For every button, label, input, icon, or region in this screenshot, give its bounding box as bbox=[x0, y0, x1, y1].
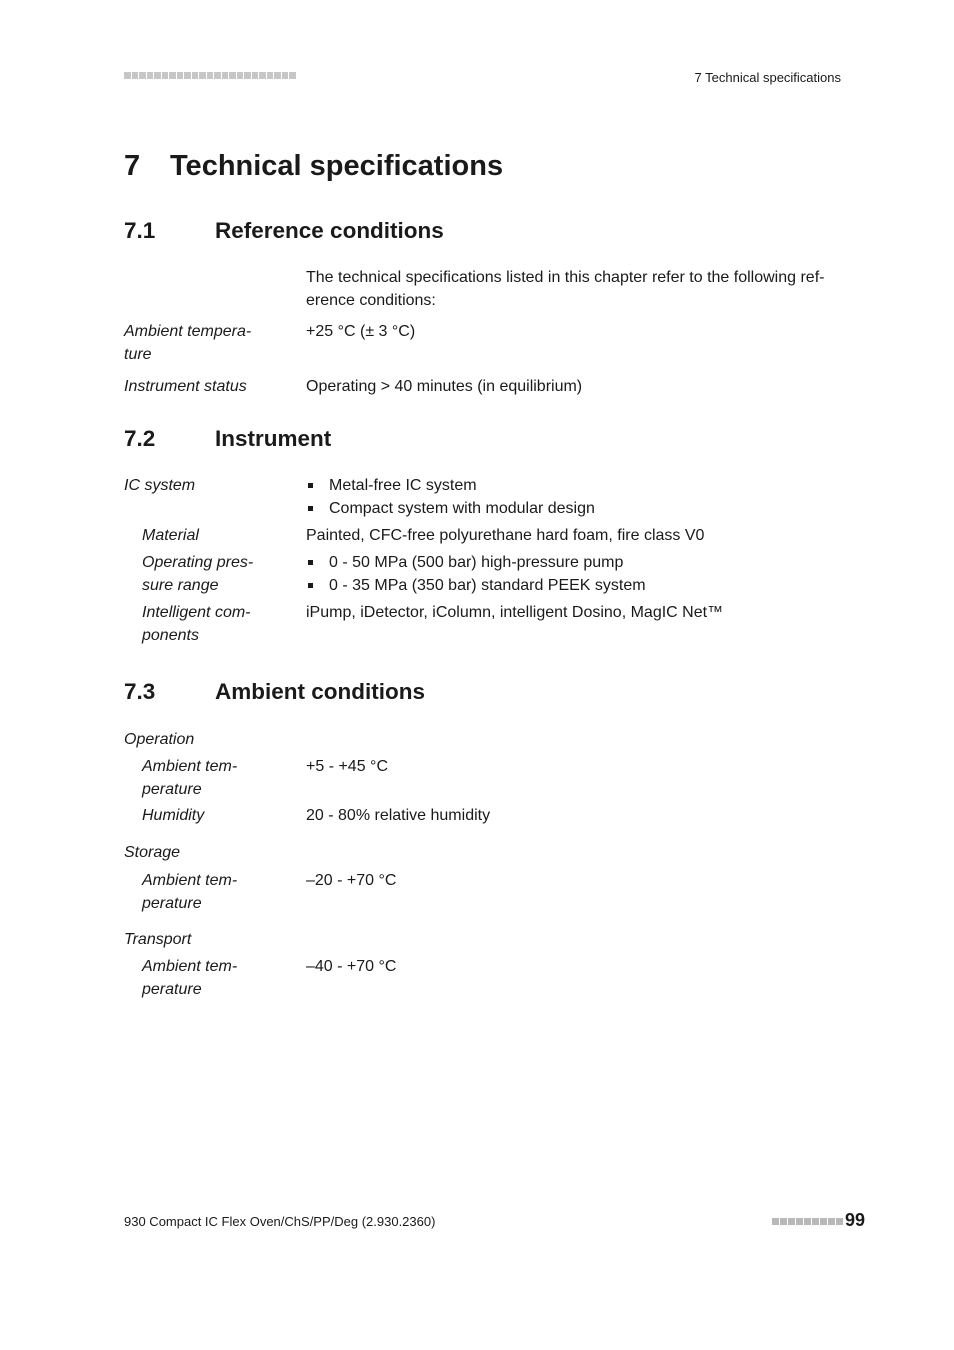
value-operation-temperature: +5 - +45 °C bbox=[306, 758, 388, 775]
label-line: ture bbox=[124, 346, 152, 363]
label-material: Material bbox=[142, 527, 199, 544]
label-line: Operating pres- bbox=[142, 554, 254, 571]
section-number: 7.2 bbox=[124, 426, 156, 451]
chapter-title-text: Technical specifications bbox=[170, 150, 504, 182]
label-operation-temperature bbox=[142, 755, 237, 801]
intro-line: The technical specifications listed in this chapter refer to the following ref- bbox=[306, 269, 825, 286]
label-transport: Transport bbox=[124, 931, 192, 948]
value-material: Painted, CFC-free polyurethane hard foam, fire class V0 bbox=[306, 527, 705, 544]
value-transport-temperature: –40 - +70 °C bbox=[306, 958, 397, 975]
section-title-text: Reference conditions bbox=[215, 218, 444, 243]
section-title-text: Ambient conditions bbox=[215, 679, 425, 704]
list-item: 0 - 50 MPa (500 bar) high-pressure pump bbox=[306, 551, 646, 574]
section-title-ambient bbox=[124, 679, 425, 705]
label-ambient-temperature bbox=[124, 320, 251, 366]
section-title-instrument bbox=[124, 426, 331, 452]
label-line: Intelligent com- bbox=[142, 604, 251, 621]
section-number: 7.3 bbox=[124, 679, 156, 704]
chapter-title bbox=[124, 150, 503, 183]
value-instrument-status: Operating > 40 minutes (in equilibrium) bbox=[306, 378, 583, 395]
footer-decoration bbox=[772, 1218, 843, 1225]
label-storage: Storage bbox=[124, 844, 181, 861]
label-line: Ambient tem- bbox=[142, 758, 238, 775]
pressure-list bbox=[306, 551, 646, 597]
intro-line: erence conditions: bbox=[306, 292, 436, 309]
label-operation: Operation bbox=[124, 731, 195, 748]
list-item: Metal-free IC system bbox=[306, 474, 595, 497]
list-item: Compact system with modular design bbox=[306, 497, 595, 520]
label-transport-temperature bbox=[142, 955, 237, 1001]
label-line: ponents bbox=[142, 627, 199, 644]
section-number: 7.1 bbox=[124, 218, 156, 243]
value-intelligent-components: iPump, iDetector, iColumn, intelligent Dosino, MagIC Net™ bbox=[306, 604, 724, 621]
label-line: Ambient tem- bbox=[142, 958, 238, 975]
page-number: 99 bbox=[845, 1210, 866, 1230]
value-humidity: 20 - 80% relative humidity bbox=[306, 807, 491, 824]
label-instrument-status: Instrument status bbox=[124, 378, 247, 395]
label-line: perature bbox=[142, 981, 202, 998]
label-line: Ambient tem- bbox=[142, 872, 238, 889]
running-head: 7 Technical specifications bbox=[694, 70, 841, 85]
section-title-text: Instrument bbox=[215, 426, 332, 451]
chapter-number: 7 bbox=[124, 150, 141, 182]
label-operating-pressure bbox=[142, 551, 253, 597]
label-line: Ambient tempera- bbox=[124, 323, 252, 340]
label-intelligent-components bbox=[142, 601, 251, 647]
reference-intro bbox=[306, 266, 846, 312]
label-line: perature bbox=[142, 781, 202, 798]
label-ic-system: IC system bbox=[124, 477, 196, 494]
value-storage-temperature: –20 - +70 °C bbox=[306, 872, 397, 889]
label-line: perature bbox=[142, 895, 202, 912]
footer-product: 930 Compact IC Flex Oven/ChS/PP/Deg (2.930.2360) bbox=[124, 1214, 436, 1229]
header-decoration bbox=[124, 72, 296, 79]
label-humidity: Humidity bbox=[142, 807, 205, 824]
label-line: sure range bbox=[142, 577, 219, 594]
ic-system-list bbox=[306, 474, 595, 520]
list-item: 0 - 35 MPa (350 bar) standard PEEK system bbox=[306, 574, 646, 597]
value-ambient-temperature: +25 °C (± 3 °C) bbox=[306, 323, 416, 340]
section-title-reference bbox=[124, 218, 444, 244]
label-storage-temperature bbox=[142, 869, 237, 915]
